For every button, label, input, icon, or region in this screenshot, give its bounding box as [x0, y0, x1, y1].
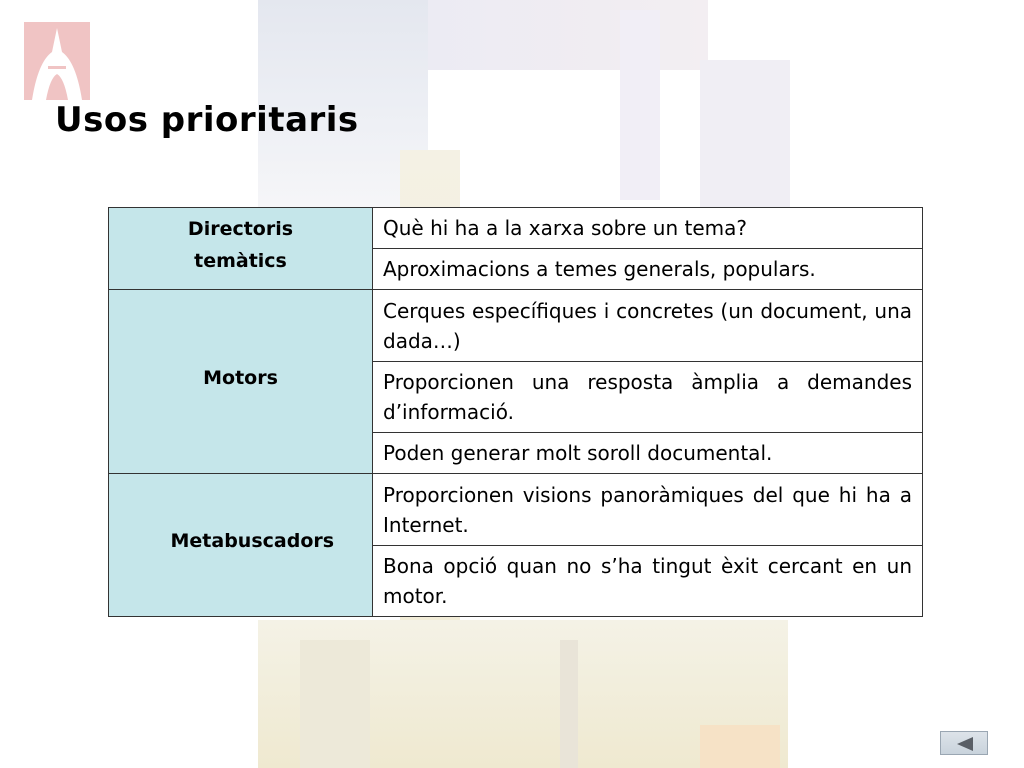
category-label: Motors [203, 366, 278, 389]
usage-table [108, 207, 923, 617]
item-cell: Què hi ha a la xarxa sobre un tema? [373, 208, 923, 249]
item-cell: Cerques específiques i concretes (un document, una dada…) [373, 290, 923, 362]
item-cell: Poden generar molt soroll documental. [373, 433, 923, 474]
table-row [109, 474, 923, 546]
logo-a-icon [24, 22, 90, 100]
table-row [109, 290, 923, 362]
category-cell [109, 208, 373, 290]
item-cell: Proporcionen visions panoràmiques del que hi ha a Internet. [373, 474, 923, 546]
item-cell: Proporcionen una resposta àmplia a demandes d’informació. [373, 362, 923, 433]
category-cell [109, 474, 373, 617]
item-cell: Aproximacions a temes generals, populars. [373, 249, 923, 290]
slide-title: Usos prioritaris [55, 100, 359, 140]
category-cell [109, 290, 373, 474]
table-row [109, 208, 923, 249]
triangle-left-icon [955, 736, 975, 752]
back-button[interactable] [940, 731, 988, 755]
category-label: Metabuscadors [170, 530, 335, 552]
category-label: Directoris temàtics [187, 217, 294, 272]
item-cell: Bona opció quan no s’ha tingut èxit cercant en un motor. [373, 546, 923, 617]
